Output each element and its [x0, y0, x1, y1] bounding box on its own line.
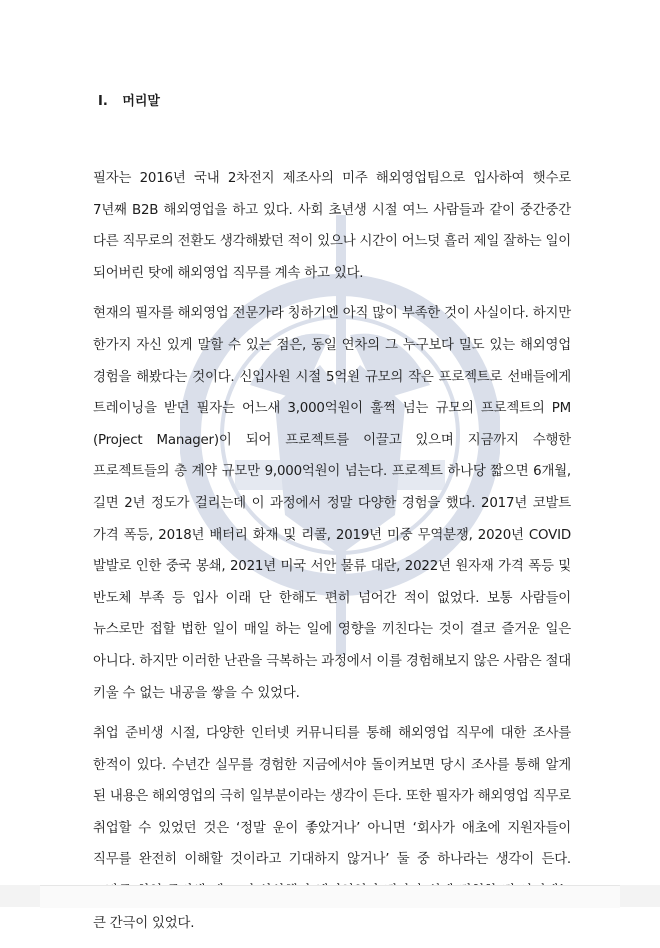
next-page-top — [40, 885, 620, 908]
next-page-edge — [0, 885, 660, 907]
paragraph-2: 현재의 필자를 해외영업 전문가라 칭하기엔 아직 많이 부족한 것이 사실이다. 하지만 한가지 자신 있게 말할 수 있는 점은, 동일 연차의 그 누구보다 밀도 있는 해외영업 경험을 해봤다는 것이다. 신입사원 시절 5억원 규모의 작은 프로젝트로 선배들에게 트레이닝을 받던 필자는 어느새 3,000억원이 훌쩍 넘는 규모의 프로젝트의 PM (Project Manager)이 되어 프로젝트를 이끌고 있으며 지금까지 수행한 프로젝트들의 총 계약 규모만 9,000억원이 넘는다. 프로젝트 하나당 짧으면 6개월, 길면 2년 정도가 걸리는데 이 과정에서 정말 다양한 경험을 했다. 2017년 코발트 가격 폭등, 2018년 배터리 화재 및 리콜, 2019년 미중 무역분쟁, 2020년 COVID 발발로 인한 중국 봉쇄, 2021년 미국 서안 물류 대란, 2022년 원자재 가격 폭등 및 반도체 부족 등 입사 이래 단 한해도 편히 넘어간 적이 없었다. 보통 사람들이 뉴스로만 접할 법한 일이 매일 하는 일에 영향을 끼친다는 것이 결코 즐거운 일은 아니다. 하지만 이러한 난관을 극복하는 과정에서 이를 경험해보지 않은 사람은 절대 키울 수 없는 내공을 쌓을 수 있었다. — [93, 306, 571, 701]
section-title: 머리말 — [122, 94, 160, 109]
paragraph-1: 필자는 2016년 국내 2차전지 제조사의 미주 해외영업팀으로 입사하여 햇수로 7년째 B2B 해외영업을 하고 있다. 사회 초년생 시절 여느 사람들과 같이 중간중간 다른 직무로의 전환도 생각해봤던 적이 있으나 시간이 어느덧 흘러 제일 잘하는 일이 되어버린 탓에 해외영업 직무를 계속 하고 있다. — [93, 171, 571, 281]
paragraph-3: 취업 준비생 시절, 다양한 인터넷 커뮤니티를 통해 해외영업 직무에 대한 조사를 한적이 있다. 수년간 실무를 경험한 지금에서야 돌이켜보면 당시 조사를 통해 알게 된 내용은 해외영업의 극히 일부분이라는 생각이 든다. 또한 필자가 해외영업 직무로 취업할 수 있었던 것은 ‘정말 운이 좋았거나’ 아니면 ‘회사가 애초에 지원자들이 직무를 완전히 이해할 것이라고 기대하지 않거나’ 둘 중 하나라는 생각이 든다. 큰 간극이 있었다. — [93, 726, 571, 931]
section-number: I. — [98, 94, 108, 109]
body-text — [93, 163, 571, 948]
section-heading — [98, 90, 160, 109]
